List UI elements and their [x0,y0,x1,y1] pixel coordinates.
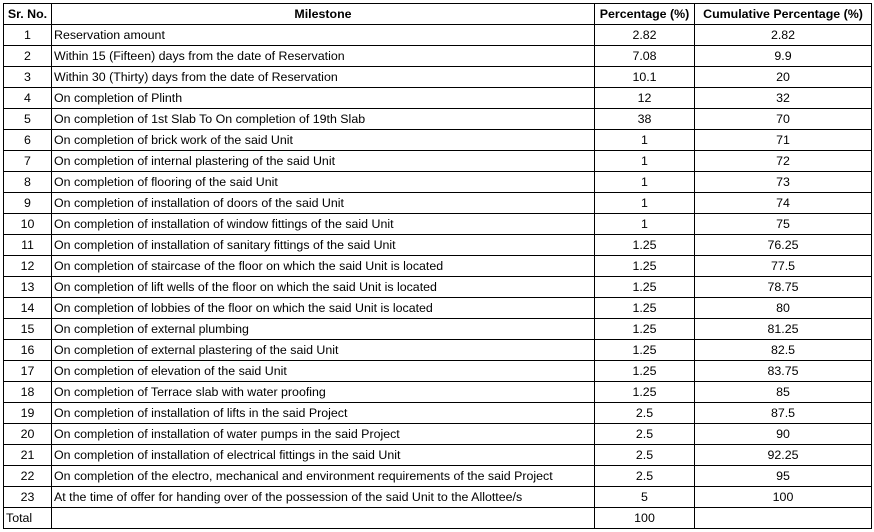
table-row [4,88,872,109]
cell-cumulative: 80 [695,298,872,319]
total-label: Total [4,508,52,529]
cell-percentage: 2.5 [595,403,695,424]
cell-percentage: 38 [595,109,695,130]
cell-cumulative: 75 [695,214,872,235]
table-row [4,46,872,67]
cell-sr-no: 18 [4,382,52,403]
cell-sr-no: 9 [4,193,52,214]
table-row [4,235,872,256]
cell-cumulative: 73 [695,172,872,193]
cell-milestone: On completion of flooring of the said Unit [52,172,595,193]
cell-percentage: 7.08 [595,46,695,67]
table-row [4,130,872,151]
cell-milestone: On completion of the electro, mechanical and environment requirements of the said Project [52,466,595,487]
table-row [4,109,872,130]
table-row [4,25,872,46]
cell-sr-no: 23 [4,487,52,508]
cell-milestone: On completion of lobbies of the floor on which the said Unit is located [52,298,595,319]
payment-schedule-table [3,3,872,529]
cell-percentage: 1.25 [595,277,695,298]
cell-percentage: 5 [595,487,695,508]
cell-sr-no: 8 [4,172,52,193]
cell-sr-no: 3 [4,67,52,88]
table-row [4,151,872,172]
cell-sr-no: 15 [4,319,52,340]
cell-sr-no: 16 [4,340,52,361]
cell-percentage: 1.25 [595,340,695,361]
total-cumulative [695,508,872,529]
table-row [4,67,872,88]
total-percentage: 100 [595,508,695,529]
cell-percentage: 2.82 [595,25,695,46]
table-row [4,403,872,424]
cell-cumulative: 82.5 [695,340,872,361]
cell-sr-no: 13 [4,277,52,298]
cell-milestone: At the time of offer for handing over of the possession of the said Unit to the Allottee/s [52,487,595,508]
cell-cumulative: 100 [695,487,872,508]
cell-sr-no: 14 [4,298,52,319]
total-row [4,508,872,529]
cell-sr-no: 17 [4,361,52,382]
header-percentage: Percentage (%) [595,4,695,25]
cell-percentage: 1 [595,214,695,235]
table-row [4,298,872,319]
cell-cumulative: 77.5 [695,256,872,277]
cell-sr-no: 21 [4,445,52,466]
table-row [4,214,872,235]
cell-milestone: On completion of lift wells of the floor on which the said Unit is located [52,277,595,298]
table-row [4,256,872,277]
cell-milestone: On completion of installation of electrical fittings in the said Unit [52,445,595,466]
cell-sr-no: 7 [4,151,52,172]
table-row [4,361,872,382]
cell-sr-no: 20 [4,424,52,445]
table-row [4,382,872,403]
cell-percentage: 1.25 [595,319,695,340]
header-cumulative: Cumulative Percentage (%) [695,4,872,25]
cell-sr-no: 12 [4,256,52,277]
cell-cumulative: 32 [695,88,872,109]
cell-milestone: On completion of 1st Slab To On completion of 19th Slab [52,109,595,130]
cell-cumulative: 74 [695,193,872,214]
cell-cumulative: 70 [695,109,872,130]
table-row [4,445,872,466]
cell-sr-no: 4 [4,88,52,109]
cell-milestone: Reservation amount [52,25,595,46]
cell-cumulative: 9.9 [695,46,872,67]
table-row [4,424,872,445]
cell-sr-no: 22 [4,466,52,487]
cell-milestone: On completion of Terrace slab with water proofing [52,382,595,403]
cell-milestone: On completion of elevation of the said Unit [52,361,595,382]
cell-percentage: 1.25 [595,361,695,382]
cell-cumulative: 92.25 [695,445,872,466]
cell-percentage: 1.25 [595,235,695,256]
cell-milestone: On completion of brick work of the said Unit [52,130,595,151]
cell-milestone: On completion of external plastering of the said Unit [52,340,595,361]
table-row [4,172,872,193]
cell-percentage: 2.5 [595,424,695,445]
cell-milestone: On completion of internal plastering of the said Unit [52,151,595,172]
cell-milestone: Within 15 (Fifteen) days from the date of Reservation [52,46,595,67]
cell-percentage: 1.25 [595,298,695,319]
cell-milestone: On completion of staircase of the floor on which the said Unit is located [52,256,595,277]
cell-percentage: 1.25 [595,256,695,277]
cell-sr-no: 19 [4,403,52,424]
cell-sr-no: 6 [4,130,52,151]
cell-cumulative: 2.82 [695,25,872,46]
cell-percentage: 1 [595,151,695,172]
cell-cumulative: 72 [695,151,872,172]
cell-percentage: 1 [595,193,695,214]
cell-sr-no: 5 [4,109,52,130]
cell-milestone: On completion of Plinth [52,88,595,109]
cell-percentage: 1.25 [595,382,695,403]
total-milestone [52,508,595,529]
cell-cumulative: 81.25 [695,319,872,340]
cell-cumulative: 90 [695,424,872,445]
cell-percentage: 10.1 [595,67,695,88]
cell-sr-no: 11 [4,235,52,256]
cell-percentage: 1 [595,172,695,193]
cell-milestone: On completion of external plumbing [52,319,595,340]
table-row [4,466,872,487]
cell-percentage: 1 [595,130,695,151]
cell-cumulative: 71 [695,130,872,151]
cell-cumulative: 95 [695,466,872,487]
table-row [4,487,872,508]
table-row [4,277,872,298]
cell-sr-no: 10 [4,214,52,235]
table-row [4,340,872,361]
cell-cumulative: 20 [695,67,872,88]
cell-sr-no: 1 [4,25,52,46]
table-row [4,193,872,214]
cell-milestone: On completion of installation of water pumps in the said Project [52,424,595,445]
cell-sr-no: 2 [4,46,52,67]
cell-percentage: 12 [595,88,695,109]
header-milestone: Milestone [52,4,595,25]
cell-cumulative: 83.75 [695,361,872,382]
table-body [4,25,872,508]
cell-milestone: On completion of installation of lifts in the said Project [52,403,595,424]
table-row [4,319,872,340]
cell-milestone: On completion of installation of sanitary fittings of the said Unit [52,235,595,256]
cell-milestone: Within 30 (Thirty) days from the date of Reservation [52,67,595,88]
cell-cumulative: 85 [695,382,872,403]
header-row [4,4,872,25]
cell-cumulative: 78.75 [695,277,872,298]
cell-percentage: 2.5 [595,466,695,487]
cell-cumulative: 76.25 [695,235,872,256]
cell-percentage: 2.5 [595,445,695,466]
cell-cumulative: 87.5 [695,403,872,424]
header-sr-no: Sr. No. [4,4,52,25]
cell-milestone: On completion of installation of doors of the said Unit [52,193,595,214]
cell-milestone: On completion of installation of window fittings of the said Unit [52,214,595,235]
